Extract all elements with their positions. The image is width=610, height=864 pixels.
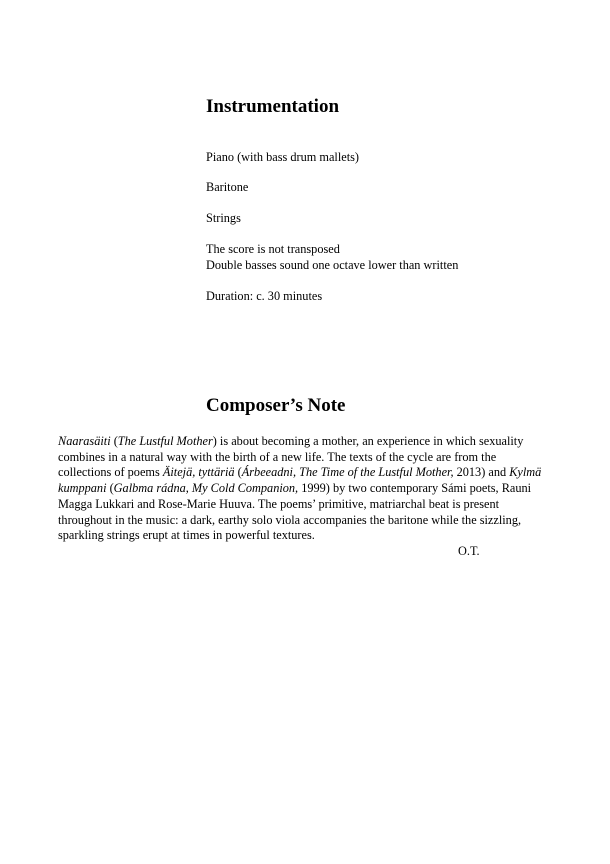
note-segment: 2013) and [453, 465, 510, 480]
note-line [58, 528, 558, 544]
note-segment: ( [106, 481, 114, 496]
note-segment: Kylmä [509, 465, 542, 480]
note-segment: combines in a natural way with the birth of a new life. The texts of the cycle are from the [58, 449, 497, 464]
note-segment: 1999) by two contemporary Sámi poets, Rauni [298, 481, 532, 496]
note-line [58, 465, 558, 481]
note-segment: Naarasäiti [58, 434, 111, 448]
duration-note: Duration: c. 30 minutes [206, 289, 323, 303]
composers-note-paragraph [58, 434, 558, 544]
note-segment: ( [110, 434, 118, 448]
note-line [58, 450, 558, 466]
note-line [58, 434, 558, 450]
note-segment: ) is about becoming a mother, an experience in which sexuality [212, 434, 524, 448]
instrumentation-heading: Instrumentation [206, 96, 340, 117]
transposition-note: The score is not transposed [206, 242, 340, 256]
note-segment: Magga Lukkari and Rose-Marie Huuva. The poems’ primitive, matriarchal beat is present [58, 496, 500, 511]
note-segment: collections of poems [58, 465, 163, 480]
composer-initials: O.T. [458, 544, 480, 558]
note-segment: Árbeeadni, The Time of the Lustful Mother, [241, 465, 454, 480]
note-segment: sparkling strings erupt at times in powerful textures. [58, 528, 315, 543]
composers-note-heading: Composer’s Note [206, 395, 346, 416]
note-line [58, 513, 558, 529]
note-line [58, 481, 558, 497]
note-segment: Äitejä, tyttäriä [162, 465, 235, 480]
instrument-baritone: Baritone [206, 180, 249, 194]
note-line [58, 497, 558, 513]
double-bass-note: Double basses sound one octave lower than written [206, 258, 459, 272]
note-segment: throughout in the music: a dark, earthy solo viola accompanies the baritone while the sizzling, [58, 512, 522, 527]
instrument-piano: Piano (with bass drum mallets) [206, 150, 360, 164]
instrument-strings: Strings [206, 211, 241, 225]
note-segment: kumppani [58, 481, 107, 496]
note-segment: Galbma rádna, My Cold Companion, [113, 481, 299, 496]
note-segment: ( [234, 465, 242, 480]
note-segment: The Lustful Mother [117, 434, 213, 448]
